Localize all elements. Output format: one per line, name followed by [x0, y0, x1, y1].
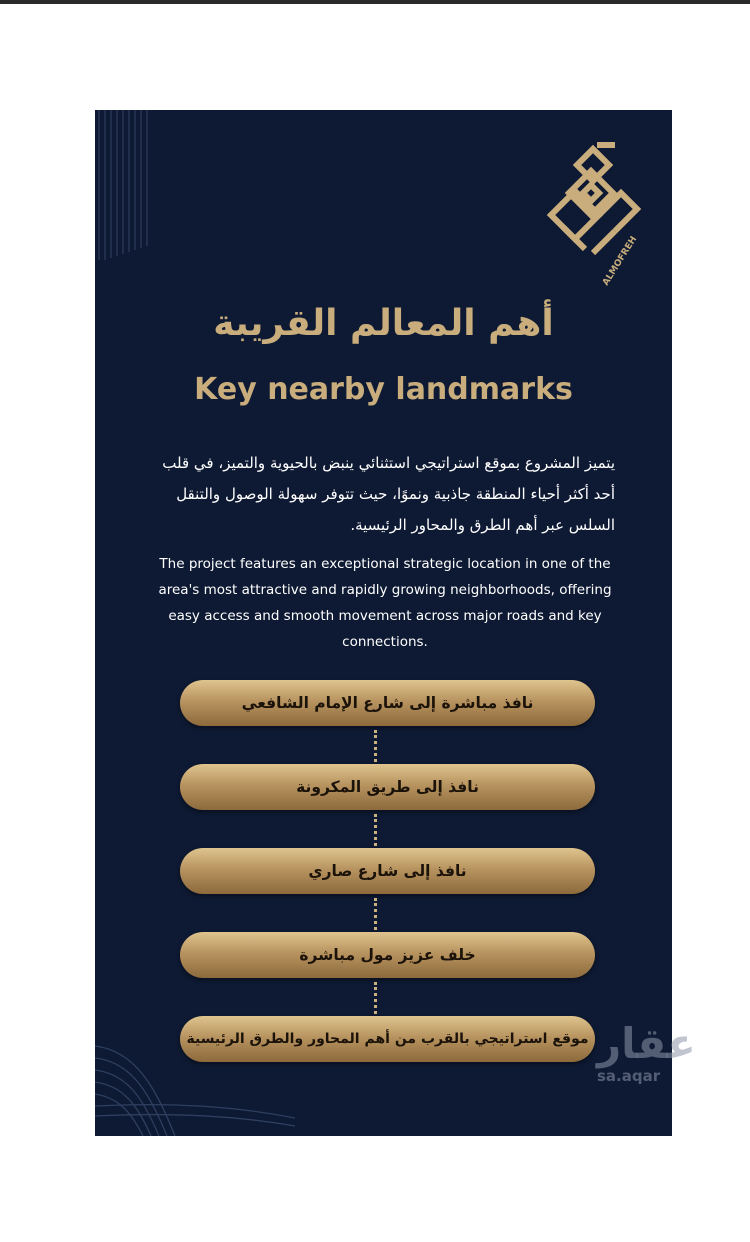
title-arabic: أهم المعالم القريبة [213, 303, 554, 344]
landmarks-poster [95, 110, 672, 1136]
aqar-watermark [597, 1020, 696, 1084]
decorative-lines-top-left [95, 110, 155, 260]
top-border [0, 0, 750, 4]
landmark-pill-5: موقع استراتيجي بالقرب من أهم المحاور والطرق الرئيسية [180, 1016, 595, 1062]
description-english: The project features an exceptional strategic location in one of the area's most attractive and rapidly growing neighborhoods, offering easy access and smooth movement across major roads and key connections. [158, 556, 612, 650]
dotted-connector [374, 982, 377, 1014]
landmark-pill-1: نافذ مباشرة إلى شارع الإمام الشافعي [180, 680, 595, 726]
dotted-connector [374, 898, 377, 930]
aqar-watermark-url: sa.aqar [597, 1067, 661, 1085]
dotted-connector [374, 814, 377, 846]
landmark-pill-4: خلف عزيز مول مباشرة [180, 932, 595, 978]
dotted-connector [374, 730, 377, 762]
landmark-pill-3: نافذ إلى شارع صاري [180, 848, 595, 894]
logo-wordmark: ALMOFREH [601, 234, 640, 288]
almofreh-logo [523, 135, 653, 288]
title-english: Key nearby landmarks [194, 372, 573, 407]
landmark-pill-2: نافذ إلى طريق المكرونة [180, 764, 595, 810]
description-arabic: يتميز المشروع بموقع استراتيجي استثنائي ينبض بالحيوية والتميز، في قلب أحد أكثر أحياء المنطقة جاذبية ونموًا، حيث تتوفر سهولة الوصول والتنقل السلس عبر أهم الطرق والمحاور الرئيسية. [162, 454, 615, 534]
aqar-watermark-logo: عقار [597, 1019, 696, 1068]
